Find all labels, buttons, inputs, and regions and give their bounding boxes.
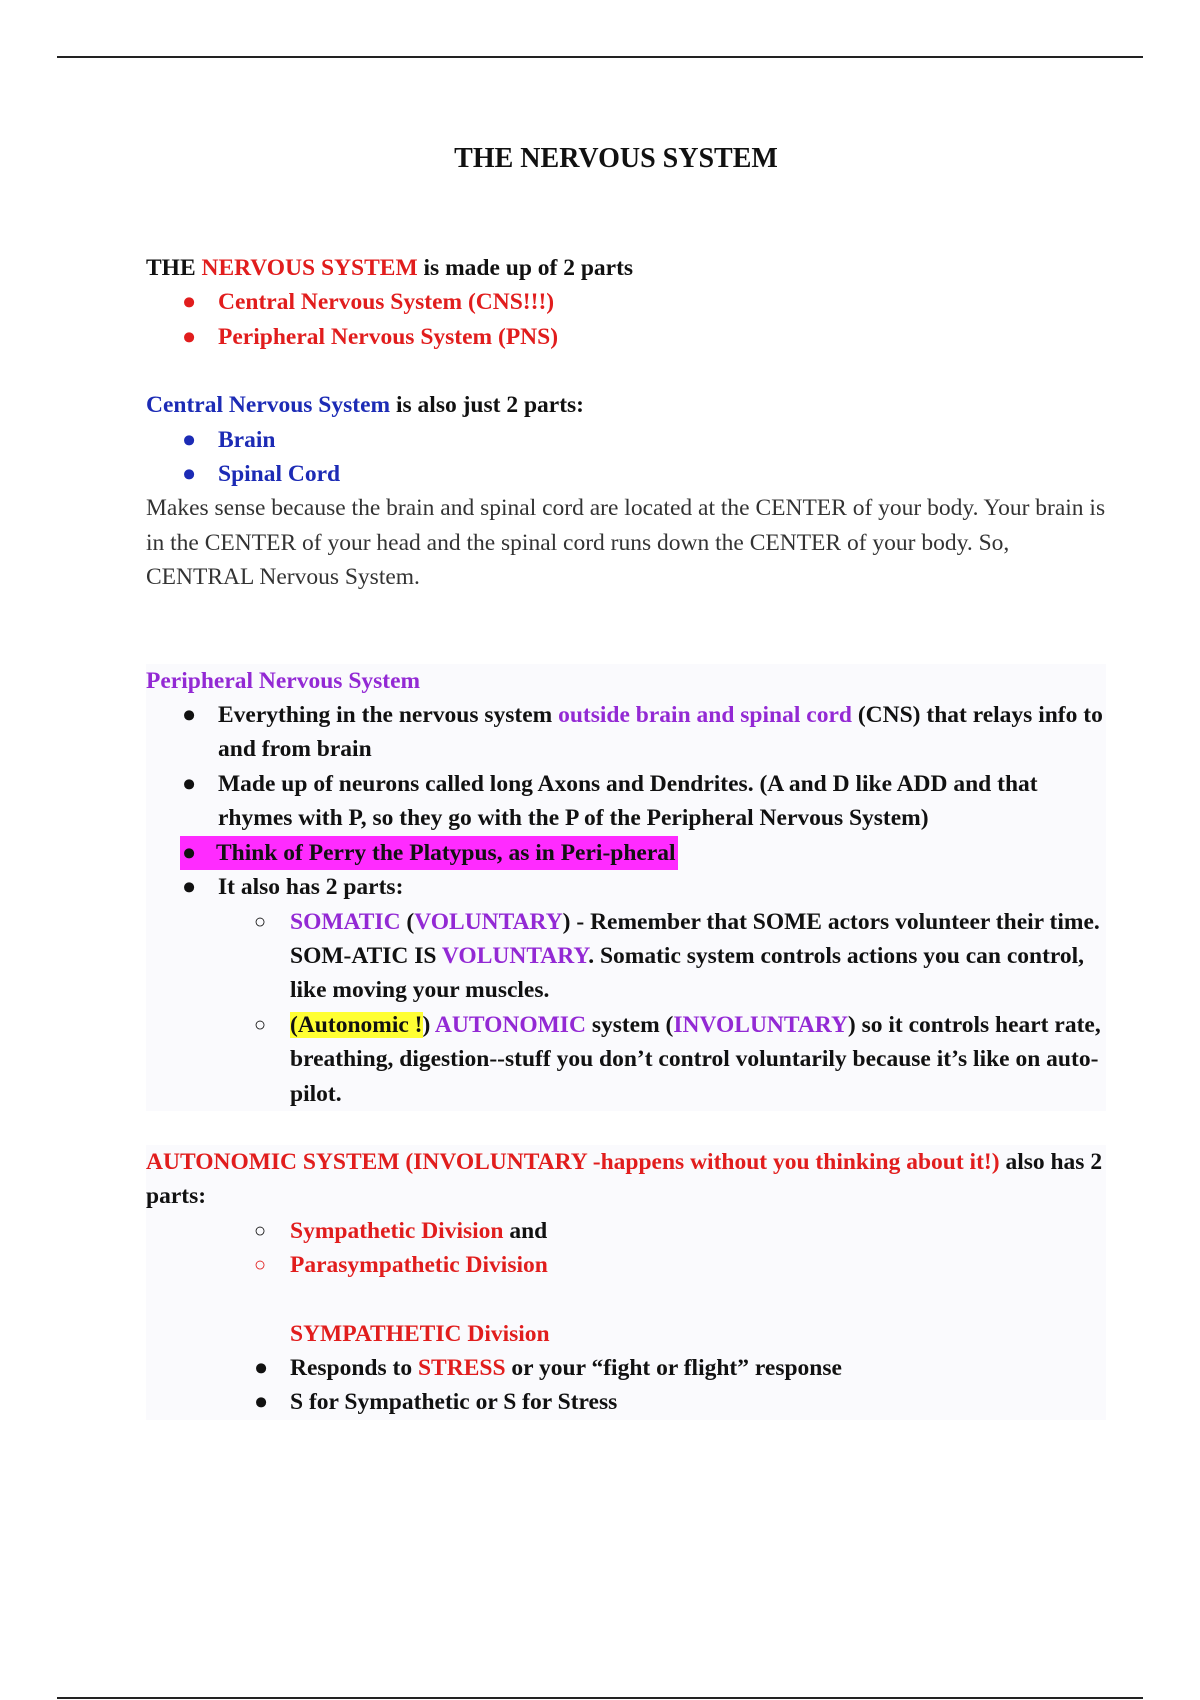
nervous-system-parts-list bbox=[146, 285, 1106, 354]
page-title: THE NERVOUS SYSTEM bbox=[454, 143, 778, 174]
text: and bbox=[503, 1217, 548, 1244]
autonomic-highlight: (Autonomic ! bbox=[290, 1011, 423, 1038]
list-item bbox=[146, 423, 1106, 457]
parasympathetic-term: Parasympathetic Division bbox=[290, 1252, 548, 1279]
sympathetic-bullets bbox=[146, 1351, 1106, 1420]
intro-text-a: THE bbox=[146, 255, 202, 281]
pns-heading: Peripheral Nervous System bbox=[146, 667, 421, 694]
pns-b1-c: (CNS) that relays info to and from brain bbox=[218, 702, 1103, 763]
intro-line bbox=[146, 251, 1106, 285]
hollow-bullet-icon: ○ bbox=[254, 1013, 267, 1036]
pns-b4: It also has 2 parts: bbox=[218, 874, 404, 901]
cns-term: Central Nervous System bbox=[146, 392, 391, 419]
sympathetic-term: Sympathetic Division bbox=[290, 1217, 504, 1244]
bullet-icon: ● bbox=[182, 426, 197, 453]
list-item-text: Brain bbox=[218, 426, 276, 453]
hollow-bullet-icon: ○ bbox=[254, 1254, 267, 1277]
hollow-bullet-icon: ○ bbox=[254, 910, 267, 933]
list-item bbox=[146, 1351, 1106, 1385]
bullet-icon: ● bbox=[182, 461, 197, 488]
pns-b3: Think of Perry the Platypus, as in Peri-pheral bbox=[216, 839, 676, 866]
list-item bbox=[146, 870, 1106, 904]
bullet-icon: ● bbox=[182, 839, 197, 866]
list-item bbox=[146, 767, 1106, 836]
list-item bbox=[146, 457, 1106, 491]
list-item-text: Spinal Cord bbox=[218, 461, 341, 488]
pns-b1-term: outside brain and spinal cord bbox=[558, 702, 852, 729]
stress-term: STRESS bbox=[417, 1354, 506, 1381]
pns-b1-a: Everything in the nervous system bbox=[218, 702, 559, 729]
cns-heading-text: is also just 2 parts: bbox=[390, 392, 584, 419]
text: or your “fight or flight” response bbox=[505, 1354, 842, 1381]
sub-list-item bbox=[146, 1008, 1106, 1111]
bullet-icon: ● bbox=[182, 770, 197, 797]
text: ) bbox=[422, 1011, 435, 1038]
bullet-icon: ● bbox=[254, 1389, 269, 1416]
list-item bbox=[146, 285, 1106, 319]
hollow-bullet-icon: ○ bbox=[254, 1219, 267, 1242]
autonomic-heading-text: also has 2 parts: bbox=[146, 1148, 1103, 1210]
intro-term: NERVOUS SYSTEM bbox=[201, 255, 418, 281]
bullet-icon: ● bbox=[254, 1354, 269, 1381]
list-item-highlighted bbox=[146, 836, 1106, 870]
cns-heading-line bbox=[146, 388, 1106, 422]
intro-text-c: is made up of 2 parts bbox=[417, 255, 634, 281]
list-item bbox=[146, 1385, 1106, 1419]
text: system ( bbox=[585, 1011, 674, 1038]
sympathetic-heading: SYMPATHETIC Division bbox=[290, 1320, 550, 1347]
text: ( bbox=[400, 908, 415, 935]
sub-list-item bbox=[146, 1248, 1106, 1282]
somatic-term: SOMATIC bbox=[290, 908, 401, 935]
autonomic-heading-term: AUTONOMIC SYSTEM (INVOLUNTARY -happens without you thinking about it!) bbox=[146, 1148, 1000, 1175]
header-rule bbox=[57, 56, 1143, 58]
sub-list-item bbox=[146, 1214, 1106, 1248]
text: ) so it controls heart rate, breathing, digestion--stuff you don’t control voluntarily because it’s like on auto-pilot. bbox=[290, 1011, 1101, 1107]
list-item-text: Central Nervous System (CNS!!!) bbox=[218, 289, 555, 316]
text: S for Sympathetic or S for Stress bbox=[290, 1389, 618, 1416]
cns-explanation: Makes sense because the brain and spinal cord are located at the CENTER of your body. Your brain is in the CENTER of your head and the spinal cord runs down the CENTER of your body. So, CENTRAL Nervous System. bbox=[146, 495, 1106, 591]
pns-section bbox=[146, 664, 1106, 1111]
bullet-icon: ● bbox=[182, 874, 197, 901]
pns-bullets bbox=[146, 698, 1106, 1111]
list-item-text: Peripheral Nervous System (PNS) bbox=[218, 323, 559, 350]
highlight-magenta bbox=[180, 836, 678, 870]
voluntary-term-2: VOLUNTARY bbox=[441, 942, 589, 969]
list-item bbox=[146, 320, 1106, 354]
text: Responds to bbox=[290, 1354, 418, 1381]
autonomic-heading bbox=[146, 1145, 1106, 1214]
bullet-icon: ● bbox=[182, 702, 197, 729]
sub-list-item bbox=[146, 905, 1106, 1008]
autonomic-parts-list bbox=[146, 1214, 1106, 1283]
bullet-icon: ● bbox=[182, 289, 197, 316]
document-body bbox=[146, 251, 1106, 1420]
bullet-icon: ● bbox=[182, 323, 197, 350]
involuntary-term: INVOLUNTARY bbox=[673, 1011, 848, 1038]
autonomic-section bbox=[146, 1145, 1106, 1420]
cns-parts-list bbox=[146, 423, 1106, 492]
list-item bbox=[146, 698, 1106, 767]
voluntary-term: VOLUNTARY bbox=[414, 908, 563, 935]
footer-rule bbox=[57, 1697, 1143, 1699]
pns-b2: Made up of neurons called long Axons and Dendrites. (A and D like ADD and that rhymes with P, so they go with the P of the Peripheral Nervous System) bbox=[218, 770, 1038, 832]
text: . Somatic system controls actions you can control, like moving your muscles. bbox=[290, 942, 1085, 1004]
text: ) - Remember that SOME actors volunteer their time. SOM-ATIC IS bbox=[290, 908, 1100, 969]
autonomic-term: AUTONOMIC bbox=[434, 1011, 586, 1038]
